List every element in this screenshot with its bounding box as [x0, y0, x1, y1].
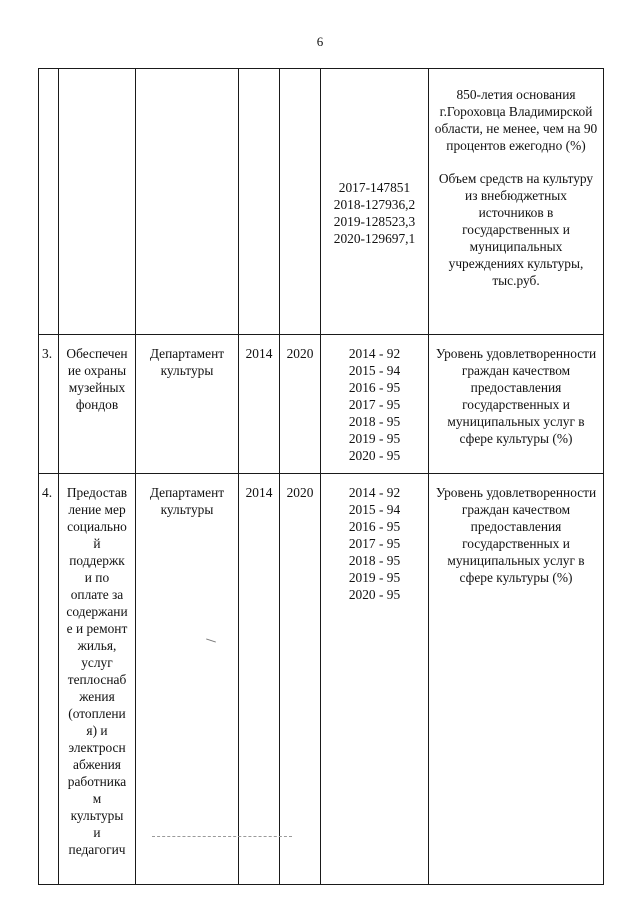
value-line: 2018-127936,2: [333, 197, 416, 212]
cell-number: 3.: [39, 335, 59, 474]
cell-executor: Департамент культуры: [136, 335, 239, 474]
cell-indicator: Уровень удовлетворенности граждан качеством предоставления государственных и муниципальных услуг в сфере культуры (%): [429, 474, 604, 885]
table-row-continuation: [39, 69, 604, 335]
cell-number: [39, 69, 59, 335]
cell-values: [321, 69, 429, 335]
cell-end-year: 2020: [280, 474, 321, 885]
value-line: 2019-128523,3: [333, 214, 416, 229]
cell-values: 2014 - 92 2015 - 94 2016 - 95 2017 - 95 2018 - 95 2019 - 95 2020 - 95: [321, 335, 429, 474]
table-row: [39, 474, 604, 885]
cell-start-year: [239, 69, 280, 335]
cell-indicator: [429, 69, 604, 335]
cell-start-year: 2014: [239, 474, 280, 885]
cell-end-year: [280, 69, 321, 335]
cell-name: Предостав ление мер социально й поддержк и по оплате за содержани е и ремонт жилья, услуг теплоснаб жения (отоплени я) и электросн абжения работника м культуры и педагогич: [59, 474, 136, 885]
cell-executor: [136, 69, 239, 335]
page-number: 6: [316, 34, 324, 49]
value-line: 2020-129697,1: [333, 231, 416, 246]
cell-name: Обеспечен ие охраны музейных фондов: [59, 335, 136, 474]
scan-artifact: [152, 836, 292, 837]
cell-start-year: 2014: [239, 335, 280, 474]
cell-number: 4.: [39, 474, 59, 885]
cell-name: [59, 69, 136, 335]
value-line: 2017-147851: [338, 180, 411, 195]
program-table: [38, 68, 604, 885]
cell-values: 2014 - 92 2015 - 94 2016 - 95 2017 - 95 2018 - 95 2019 - 95 2020 - 95: [321, 474, 429, 885]
indicator-text: 850-летия основания г.Гороховца Владимирской области, не менее, чем на 90 процентов ежегодно (%): [434, 87, 598, 153]
cell-indicator: Уровень удовлетворенности граждан качеством предоставления государственных и муниципальных услуг в сфере культуры (%): [429, 335, 604, 474]
indicator-text: Объем средств на культуру из внебюджетных источников в государственных и муниципальных учреждениях культуры, тыс.руб.: [438, 171, 594, 288]
cell-executor: Департамент культуры: [136, 474, 239, 885]
table-row: [39, 335, 604, 474]
cell-end-year: 2020: [280, 335, 321, 474]
